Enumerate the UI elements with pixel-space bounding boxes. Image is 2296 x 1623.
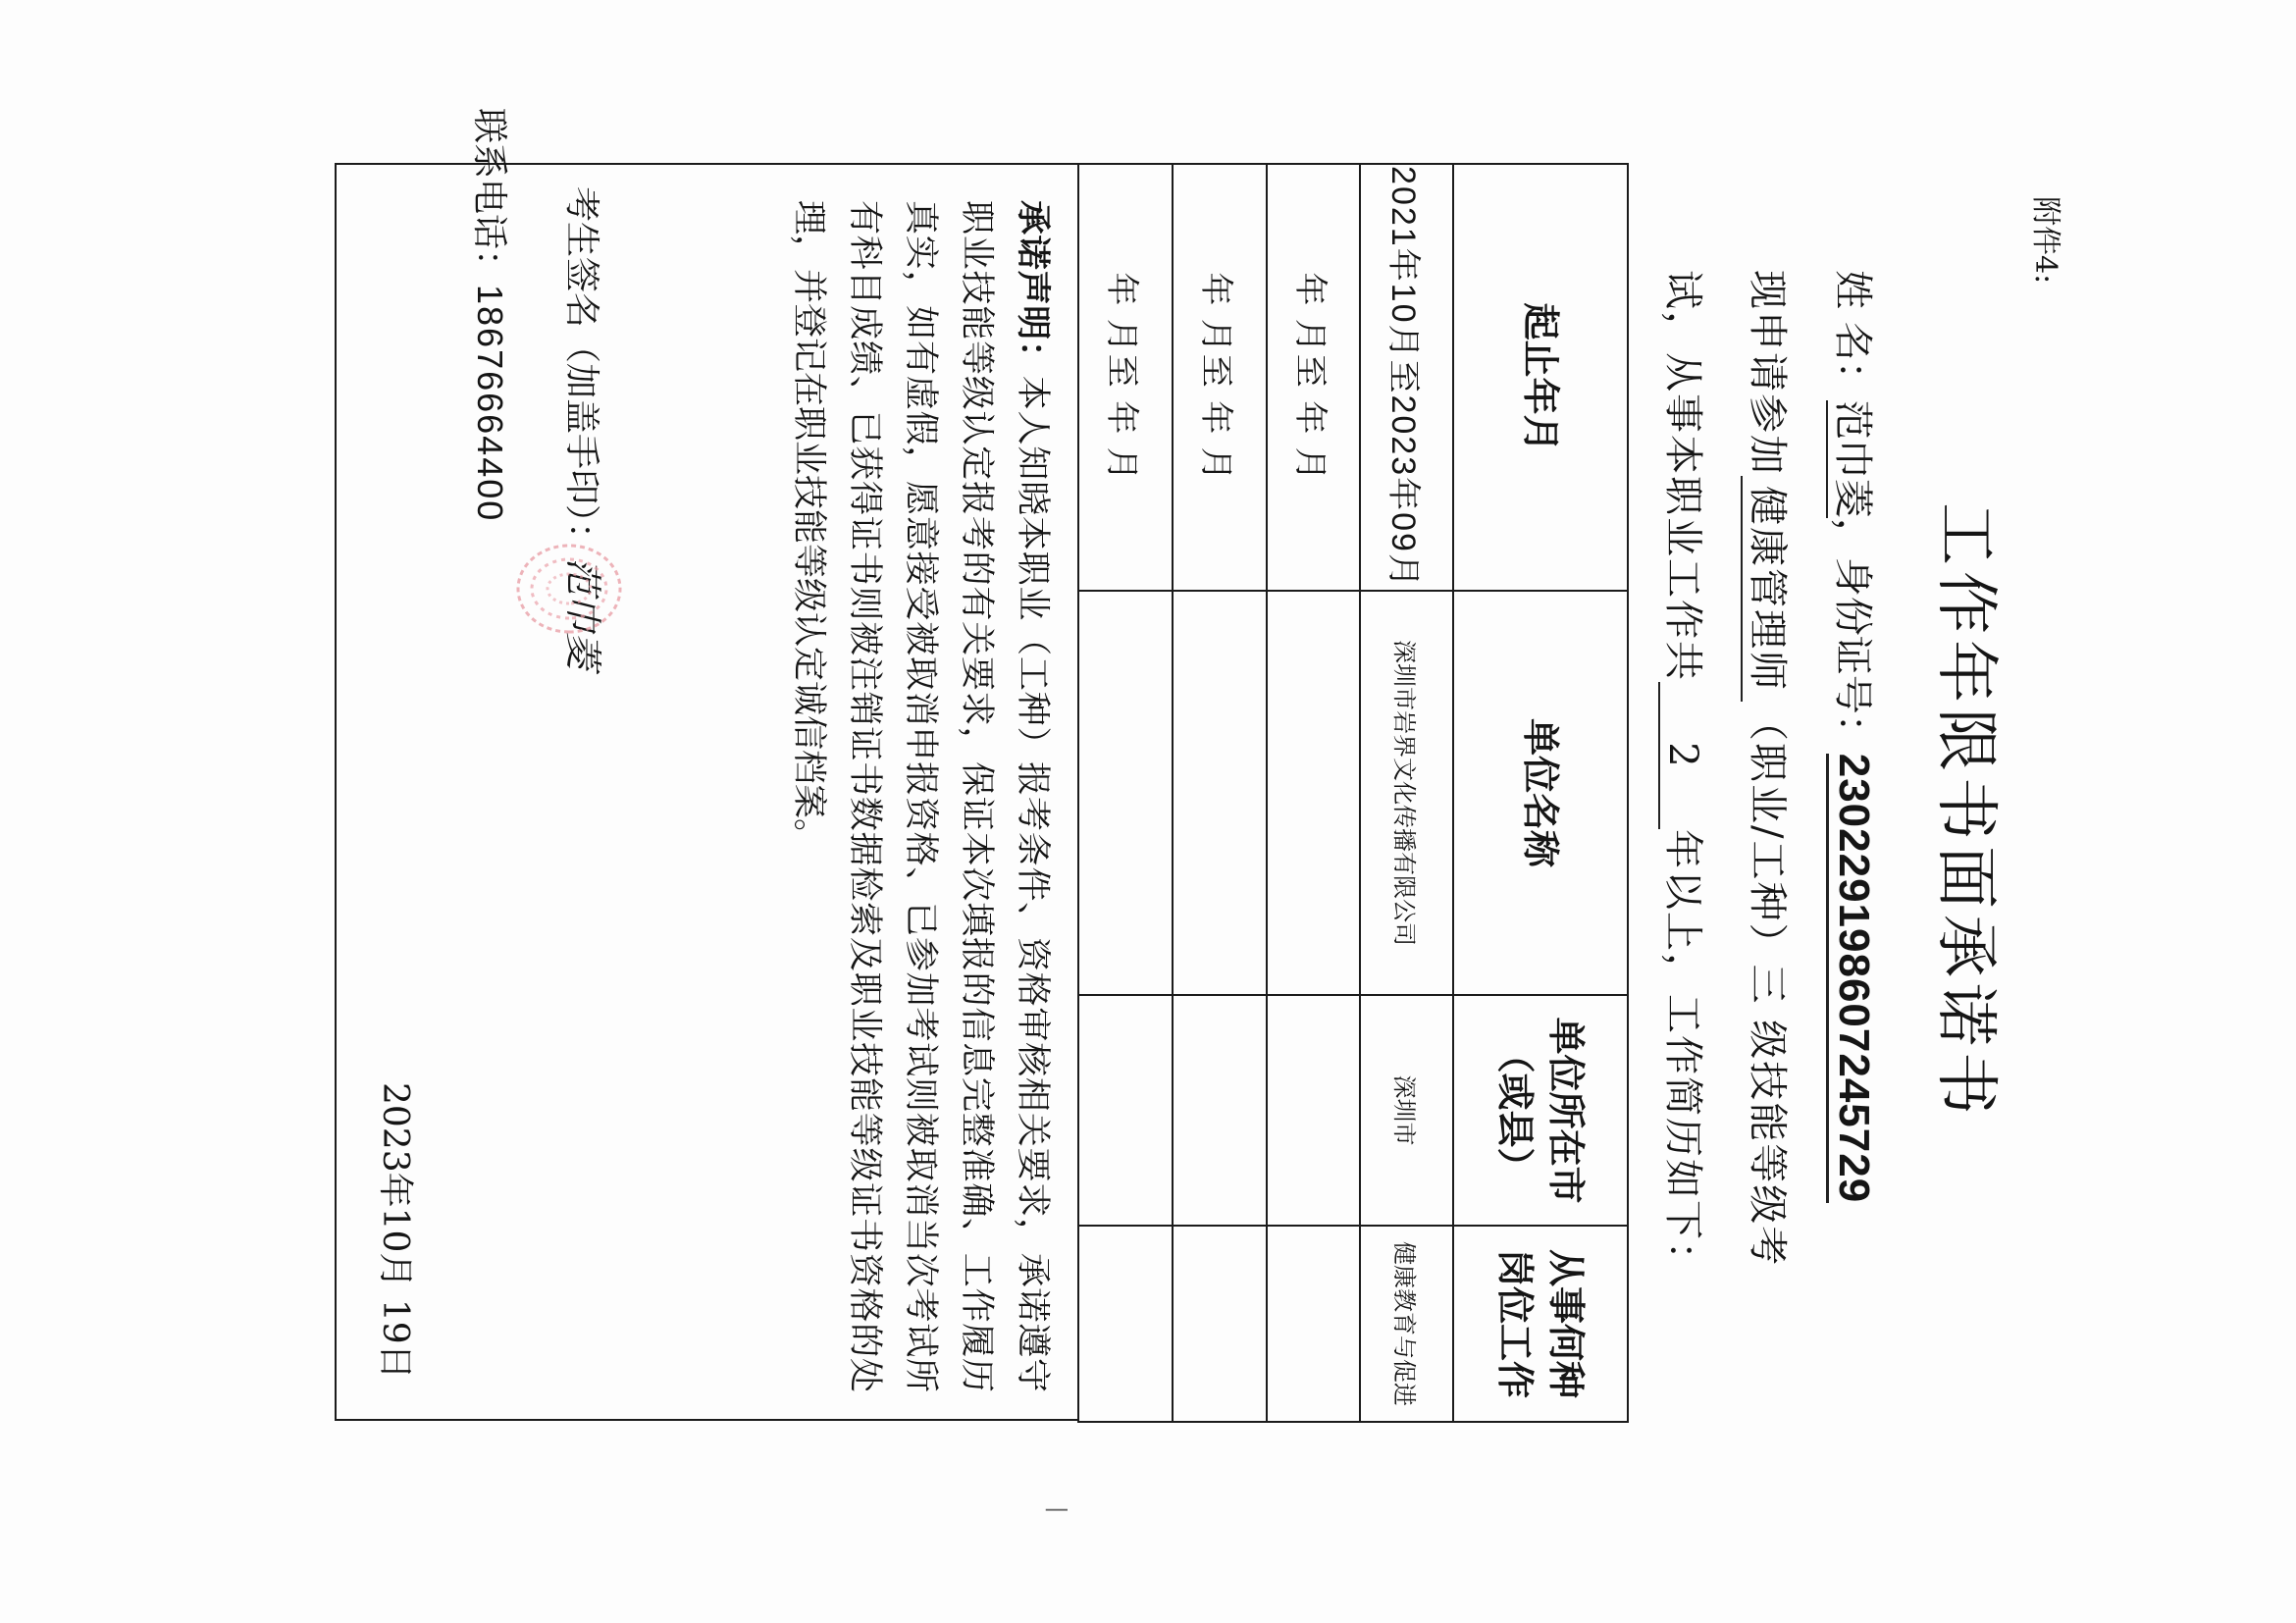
row-post — [1078, 1226, 1173, 1422]
document-title: 工作年限书面承诺书 — [1929, 502, 2002, 1121]
statement-box — [335, 163, 1079, 1421]
row-period: 年 月至 年 月 — [1267, 164, 1360, 591]
row-post: 健康教育与促进 — [1360, 1226, 1453, 1422]
id-label: ，身份证号： — [1830, 517, 1875, 754]
intro-line-occupation — [1741, 270, 1799, 1267]
row-post — [1173, 1226, 1267, 1422]
statement-text — [780, 200, 1060, 1392]
statement-title: 承诺声明： — [1013, 200, 1052, 376]
row-city — [1078, 995, 1173, 1226]
work-history-table — [1077, 163, 1629, 1423]
phone-line — [467, 108, 517, 522]
row-period: 年 月至 年 月 — [1078, 164, 1173, 591]
scan-mark: | — [1045, 1506, 1070, 1514]
occupation-value: 健康管理师 — [1741, 476, 1799, 702]
row-company — [1267, 591, 1360, 995]
row-period: 2021年10月至2023年09月 — [1360, 164, 1453, 591]
handwritten-signature: 范巾菱 — [561, 557, 604, 670]
name-value: 范巾菱 — [1826, 400, 1884, 518]
table-row — [1267, 164, 1360, 1422]
row-company — [1078, 591, 1173, 995]
work-prefix: 试，从事本职业工作共 — [1660, 270, 1705, 682]
years-value: 2 — [1658, 682, 1705, 829]
table-row — [1360, 164, 1453, 1422]
row-company: 深圳市岩界文化传播有限公司 — [1360, 591, 1453, 995]
statement-body: 本人知晓本职业（工种）报考条件、资格审核相关要求，承诺遵守职业技能等级认定报考的有关要求，保证本次填报的信息完整准确、工作履历真实，如有虚假，愿意接受被取消申报资格、已参加考试则被取消当次考试所有科目成绩、已获得证书则被注销证书数据检索及职业技能等级证书资格的处理，并登记在职业技能等级认定诚信档案。 — [789, 200, 1052, 1392]
apply-prefix: 现申请参加 — [1745, 270, 1790, 476]
table-header-row — [1453, 164, 1628, 1422]
header-company: 单位名称 — [1453, 591, 1628, 995]
thumbprint-seal-icon — [510, 530, 628, 648]
row-company — [1173, 591, 1267, 995]
phone-label: 联系电话： — [469, 108, 509, 286]
name-label: 姓 名： — [1830, 270, 1875, 400]
intro-line-name — [1826, 270, 1884, 1203]
row-city — [1267, 995, 1360, 1226]
phone-number: 18676664400 — [470, 285, 510, 523]
sign-date: 2023年10月 19日 — [375, 1082, 415, 1380]
row-city: 深圳市 — [1360, 995, 1453, 1226]
intro-line-years — [1658, 270, 1714, 1283]
row-city — [1173, 995, 1267, 1226]
header-period: 起止年月 — [1453, 164, 1628, 591]
table-row — [1078, 164, 1173, 1422]
row-post — [1267, 1226, 1360, 1422]
attachment-label: 附件4: — [2028, 196, 2062, 285]
work-suffix: 年以上，工作简历如下： — [1660, 829, 1705, 1283]
signature-label: 考生签名（加盖手印）： — [561, 186, 601, 558]
table-row — [1173, 164, 1267, 1422]
id-number: 230229198607245729 — [1826, 754, 1878, 1203]
occupation-suffix: （职业/工种）三 级技能等级考 — [1745, 702, 1790, 1268]
header-post: 从事何种 岗位工作 — [1453, 1226, 1628, 1422]
header-city: 单位所在市 （或县） — [1453, 995, 1628, 1226]
row-period: 年 月至 年 月 — [1173, 164, 1267, 591]
